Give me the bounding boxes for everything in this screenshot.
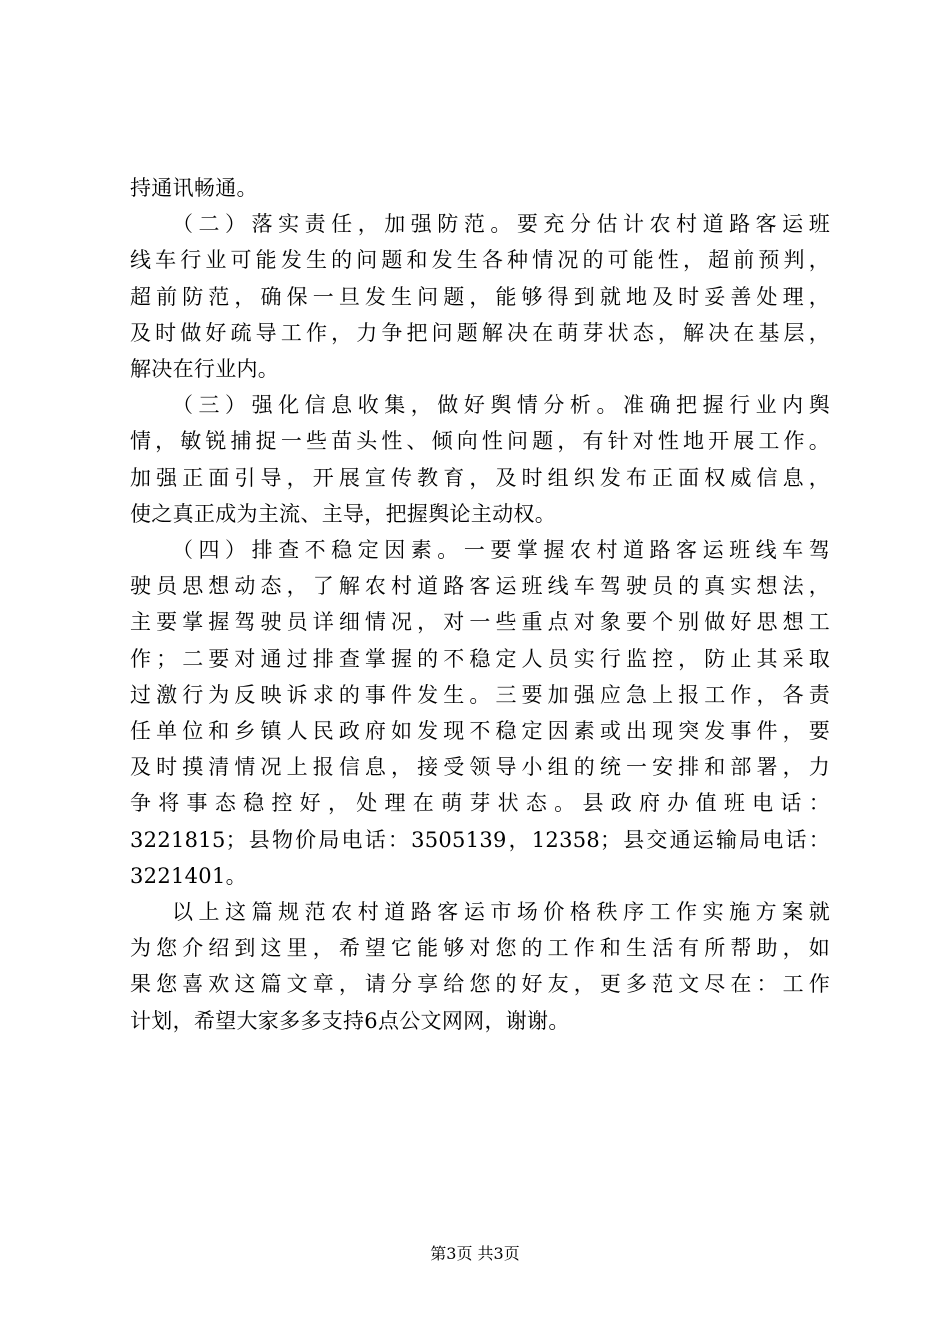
text-line: 任单位和乡镇人民政府如发现不稳定因素或出现突发事件，要 — [130, 719, 830, 744]
paragraph-closing — [130, 894, 830, 1039]
text-line: 3221401。 — [130, 863, 247, 888]
text-line: 加强正面引导，开展宣传教育，及时组织发布正面权威信息， — [130, 465, 830, 490]
paragraph-section-two — [130, 206, 830, 387]
text-line: 为您介绍到这里，希望它能够对您的工作和生活有所帮助，如 — [130, 936, 830, 961]
text-line: 情，敏锐捕捉一些苗头性、倾向性问题，有针对性地开展工作。 — [130, 429, 830, 454]
text-line: 驶员思想动态，了解农村道路客运班线车驾驶员的真实想法， — [130, 574, 830, 599]
text-line: 及时做好疏导工作，力争把问题解决在萌芽状态，解决在基层， — [130, 320, 830, 345]
text-line: 持通讯畅通。 — [130, 176, 258, 200]
text-line: 主要掌握驾驶员详细情况，对一些重点对象要个别做好思想工 — [130, 610, 830, 635]
text-line: 以上这篇规范农村道路客运市场价格秩序工作实施方案就 — [172, 900, 830, 925]
text-line: 争将事态稳控好，处理在萌芽状态。县政府办值班电话： — [130, 791, 830, 816]
page-number-footer: 第3页 共3页 — [430, 1244, 520, 1263]
document-body — [130, 170, 830, 1039]
text-line: 计划，希望大家多多支持6点公文网网，谢谢。 — [130, 1008, 570, 1033]
paragraph-continuation — [130, 170, 830, 206]
text-line: 使之真正成为主流、主导，把握舆论主动权。 — [130, 501, 556, 526]
text-line: 线车行业可能发生的问题和发生各种情况的可能性，超前预判， — [130, 248, 830, 273]
text-line: 过激行为反映诉求的事件发生。三要加强应急上报工作，各责 — [130, 682, 830, 707]
text-line: 作；二要对通过排查掌握的不稳定人员实行监控，防止其采取 — [130, 646, 830, 671]
text-line: 果您喜欢这篇文章，请分享给您的好友，更多范文尽在：工作 — [130, 972, 830, 997]
text-line: 及时摸清情况上报信息，接受领导小组的统一安排和部署，力 — [130, 755, 830, 780]
text-line: （四）排查不稳定因素。一要掌握农村道路客运班线车驾 — [172, 538, 830, 563]
paragraph-section-three — [130, 387, 830, 532]
text-line: 超前防范，确保一旦发生问题，能够得到就地及时妥善处理， — [130, 284, 830, 309]
text-line: 解决在行业内。 — [130, 357, 280, 382]
text-line: （三）强化信息收集，做好舆情分析。准确把握行业内舆 — [172, 393, 830, 418]
text-line: 3221815；县物价局电话：3505139，12358；县交通运输局电话： — [130, 827, 830, 852]
paragraph-section-four — [130, 532, 830, 894]
text-line: （二）落实责任，加强防范。要充分估计农村道路客运班 — [172, 212, 830, 237]
